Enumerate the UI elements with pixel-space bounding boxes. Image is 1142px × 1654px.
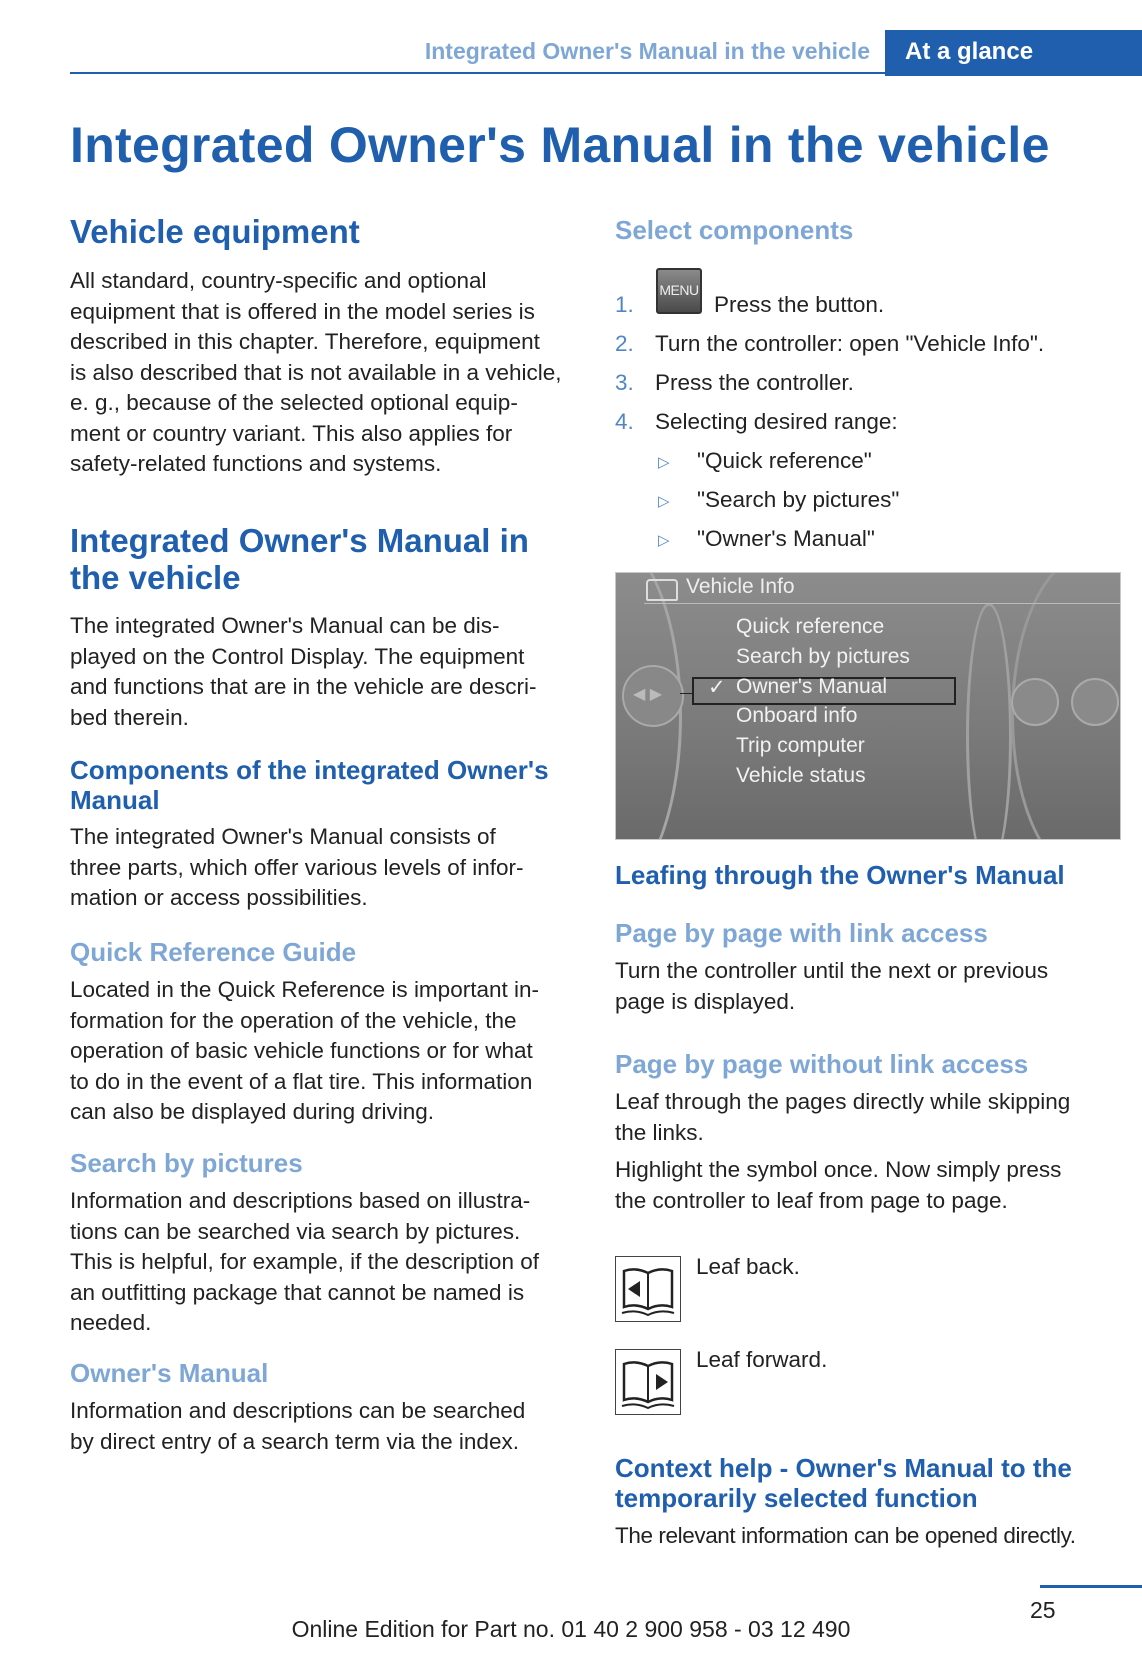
text-line: the controller to leaf from page to page.	[615, 1187, 1008, 1213]
screen-menu-item: Quick reference	[736, 615, 885, 638]
text-line: the links.	[615, 1119, 704, 1145]
text-line: to do in the event of a flat tire. This information	[70, 1068, 533, 1094]
menu-button-icon: MENU	[656, 268, 702, 314]
text-line: The integrated Owner's Manual consists of	[70, 824, 496, 849]
step-text: Turn the controller: open "Vehicle Info".	[655, 331, 1045, 356]
leaf-back-label: Leaf back.	[696, 1254, 800, 1279]
text-line: Turn the controller until the next or previous	[615, 958, 1049, 983]
step-number: 4.	[615, 409, 634, 434]
text-line: All standard, country-specific and optional	[70, 268, 487, 293]
heading-line: the vehicle	[70, 559, 241, 596]
screen-title: Vehicle Info	[686, 575, 795, 598]
paragraph-vehicle-equipment	[70, 266, 580, 480]
screen-scroll-curve	[966, 603, 1012, 840]
screen-option-icon	[1071, 678, 1119, 726]
text-line: Information and descriptions can be searched	[70, 1398, 526, 1423]
text-line: played on the Control Display. The equipment	[70, 643, 525, 669]
check-icon: ✓	[708, 676, 726, 699]
step-number: 1.	[615, 292, 634, 317]
screen-menu-item: Trip computer	[736, 734, 865, 757]
screen-menu-item: Search by pictures	[736, 645, 910, 668]
car-icon	[646, 579, 678, 601]
heading-page-without-link: Page by page without link access	[615, 1049, 1029, 1079]
text-line: page is displayed.	[615, 988, 796, 1014]
text-line: and functions that are in the vehicle are descri‐	[70, 674, 537, 699]
text-line: an outfitting package that cannot be named is	[70, 1279, 525, 1305]
text-line: Highlight the symbol once. Now simply press	[615, 1157, 1062, 1182]
bullet-triangle-icon: ▷	[658, 493, 670, 510]
heading-integrated-manual	[70, 522, 580, 596]
text-line: can also be displayed during driving.	[70, 1099, 434, 1124]
heading-search-by-pictures: Search by pictures	[70, 1148, 303, 1178]
footer-edition: Online Edition for Part no. 01 40 2 900 958 - 03 12 490	[291, 1616, 851, 1642]
text-line: e. g., because of the selected optional equip‐	[70, 390, 518, 415]
paragraph-integrated-manual	[70, 611, 580, 733]
paragraph-components	[70, 822, 580, 914]
screen-menu-item: Vehicle status	[736, 764, 866, 787]
heading-line: Manual	[70, 785, 160, 815]
screen-menu-item: Onboard info	[736, 704, 858, 727]
text-line: Information and descriptions based on illustra‐	[70, 1188, 531, 1213]
header-rule	[70, 72, 885, 74]
heading-leafing: Leafing through the Owner's Manual	[615, 860, 1065, 890]
text-line: three parts, which offer various levels of infor‐	[70, 854, 524, 880]
text-line: operation of basic vehicle functions or for what	[70, 1038, 533, 1063]
heading-select-components: Select components	[615, 215, 854, 245]
step-number: 3.	[615, 370, 634, 395]
text-line: is also described that is not available in a vehicle,	[70, 359, 562, 385]
leaf-forward-icon	[615, 1349, 681, 1415]
leaf-forward-label: Leaf forward.	[696, 1347, 828, 1372]
heading-page-with-link: Page by page with link access	[615, 918, 988, 948]
bullet-triangle-icon: ▷	[658, 532, 670, 549]
screen-option-icon	[1011, 678, 1059, 726]
text-line: needed.	[70, 1310, 152, 1335]
step-text: Selecting desired range:	[655, 409, 898, 434]
heading-vehicle-equipment: Vehicle equipment	[70, 213, 360, 250]
heading-line: Integrated Owner's Manual in	[70, 522, 529, 559]
paragraph-page-without-link	[615, 1087, 1135, 1148]
heading-owners-manual: Owner's Manual	[70, 1358, 269, 1388]
text-line: ment or country variant. This also applies for	[70, 420, 513, 446]
step-text: Press the controller.	[655, 370, 854, 395]
text-line: formation for the operation of the vehicle, the	[70, 1007, 517, 1033]
sub-item: "Quick reference"	[697, 448, 872, 473]
screen-title-rule	[644, 603, 1121, 604]
bullet-triangle-icon: ▷	[658, 454, 670, 471]
step-text: Press the button.	[714, 292, 885, 317]
text-line: This is helpful, for example, if the description of	[70, 1249, 539, 1274]
paragraph-search-by-pictures	[70, 1186, 580, 1339]
sub-item: "Search by pictures"	[697, 487, 900, 512]
text-line: by direct entry of a search term via the index.	[70, 1428, 519, 1454]
header-section-title: Integrated Owner's Manual in the vehicle	[424, 38, 870, 64]
text-line: Leaf through the pages directly while skipping	[615, 1089, 1071, 1114]
sub-item: "Owner's Manual"	[697, 526, 875, 551]
screen-menu-item-selected: Owner's Manual	[736, 675, 888, 698]
paragraph-context-help: The relevant information can be opened directly.	[615, 1523, 1076, 1548]
paragraph-highlight-symbol	[615, 1155, 1135, 1216]
heading-context-help	[615, 1453, 1135, 1513]
page-title: Integrated Owner's Manual in the vehicle	[70, 117, 1050, 173]
leaf-back-icon	[615, 1256, 681, 1322]
text-line: tions can be searched via search by pictures.	[70, 1218, 521, 1244]
text-line: Located in the Quick Reference is important in‐	[70, 977, 539, 1002]
page-number: 25	[1030, 1597, 1056, 1623]
text-line: The integrated Owner's Manual can be dis‐	[70, 613, 500, 638]
text-line: bed therein.	[70, 704, 189, 730]
paragraph-quick-reference	[70, 975, 580, 1128]
footer-rule	[1040, 1585, 1142, 1588]
text-line: described in this chapter. Therefore, equipment	[70, 329, 540, 354]
heading-line: Context help - Owner's Manual to the	[615, 1453, 1072, 1483]
text-line: safety-related functions and systems.	[70, 451, 442, 476]
control-display-screenshot	[615, 572, 1121, 840]
heading-quick-reference: Quick Reference Guide	[70, 937, 357, 967]
heading-line: temporarily selected function	[615, 1483, 978, 1513]
header-chapter-tab: At a glance	[885, 30, 1142, 76]
paragraph-page-with-link	[615, 956, 1135, 1017]
controller-knob-icon: ◀ ▶	[622, 665, 684, 727]
paragraph-owners-manual	[70, 1396, 580, 1457]
step-number: 2.	[615, 331, 634, 356]
heading-components	[70, 755, 580, 815]
heading-line: Components of the integrated Owner's	[70, 755, 549, 785]
text-line: mation or access possibilities.	[70, 885, 368, 910]
text-line: equipment that is offered in the model series is	[70, 298, 535, 324]
